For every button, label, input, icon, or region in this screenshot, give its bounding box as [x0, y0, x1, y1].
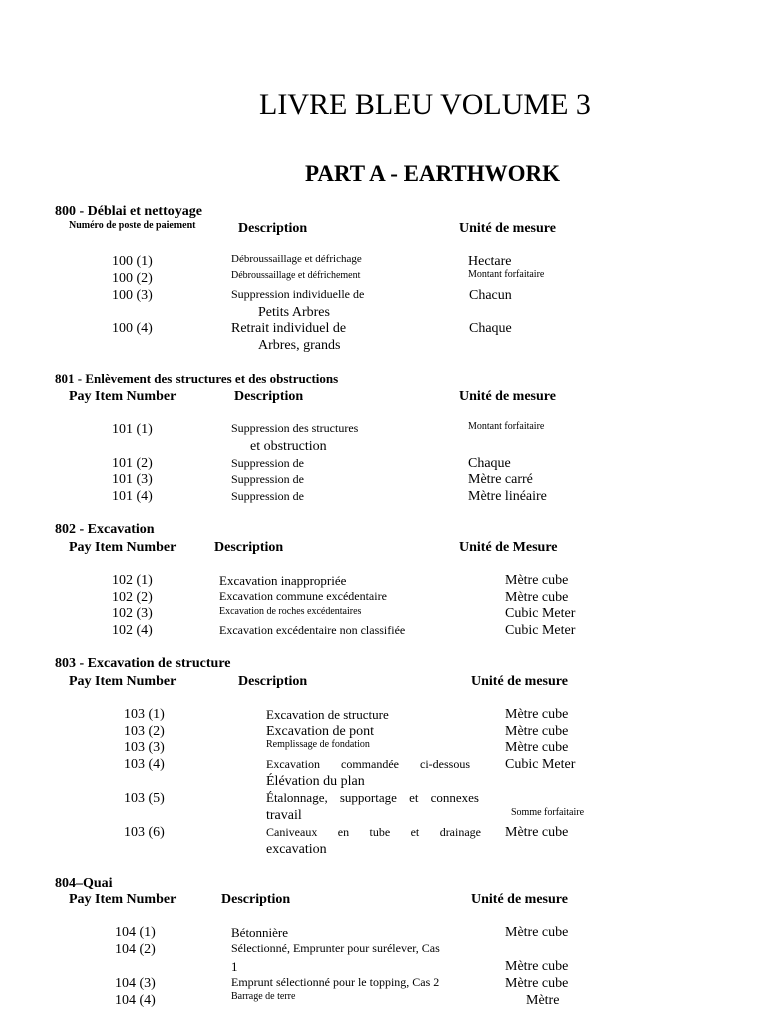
item-unit: Mètre — [526, 993, 560, 1008]
item-number: 104 (2) — [115, 942, 156, 957]
item-number: 103 (1) — [124, 707, 165, 722]
item-number: 100 (2) — [112, 271, 153, 286]
item-description: Sélectionné, Emprunter pour surélever, Cas — [231, 941, 440, 955]
column-header-number: Pay Item Number — [69, 389, 177, 404]
item-description-continued: et obstruction — [250, 439, 327, 454]
item-description: Suppression individuelle de — [231, 287, 365, 301]
item-number: 103 (2) — [124, 724, 165, 739]
column-header-description: Description — [238, 674, 308, 689]
column-header-unit: Unité de mesure — [459, 221, 556, 236]
item-description: Bétonnière — [231, 925, 289, 940]
item-description: Excavation inappropriée — [219, 573, 347, 588]
item-number: 101 (4) — [112, 489, 153, 504]
item-unit: Cubic Meter — [505, 757, 576, 772]
item-number: 101 (1) — [112, 422, 153, 437]
item-description: Excavation de structure — [266, 707, 389, 722]
section-heading-801: 801 - Enlèvement des structures et des obstructions — [55, 371, 339, 386]
item-unit: Cubic Meter — [505, 606, 576, 621]
column-header-number: Numéro de poste de paiement — [69, 220, 196, 231]
item-description: Suppression de — [231, 456, 304, 470]
item-description: Excavation de pont — [266, 724, 375, 739]
item-number: 104 (1) — [115, 925, 156, 940]
item-description-continued: travail — [266, 808, 302, 823]
item-number: 100 (1) — [112, 254, 153, 269]
item-number: 103 (5) — [124, 791, 165, 806]
column-header-description: Description — [214, 540, 284, 555]
column-header-description: Description — [221, 892, 291, 907]
item-unit: Chacun — [469, 288, 512, 303]
item-description: Excavation excédentaire non classifiée — [219, 623, 406, 637]
item-description-continued: Petits Arbres — [258, 305, 330, 320]
item-unit: Chaque — [468, 456, 511, 471]
item-description: Excavation de roches excédentaires — [219, 606, 362, 617]
column-header-description: Description — [234, 389, 304, 404]
section-heading-800: 800 - Déblai et nettoyage — [55, 204, 202, 219]
item-number: 101 (3) — [112, 472, 153, 487]
item-unit: Montant forfaitaire — [468, 269, 545, 280]
item-description: Débroussaillage et défrichage — [231, 253, 362, 265]
item-description: Suppression de — [231, 489, 304, 503]
item-unit: Mètre cube — [505, 724, 569, 739]
item-description: Retrait individuel de — [231, 321, 347, 336]
item-number: 104 (4) — [115, 993, 156, 1008]
column-header-number: Pay Item Number — [69, 540, 177, 555]
item-number: 103 (6) — [124, 825, 165, 840]
item-description-continued: excavation — [266, 842, 327, 857]
item-description: Excavation commune excédentaire — [219, 589, 387, 603]
column-header-unit: Unité de mesure — [471, 892, 568, 907]
item-description-continued: Arbres, grands — [258, 338, 341, 353]
item-description: Étalonnage, supportage et connexes — [266, 790, 479, 805]
item-unit: Mètre cube — [505, 925, 569, 940]
item-unit: Mètre cube — [505, 707, 569, 722]
item-number: 102 (2) — [112, 590, 153, 605]
item-description: Remplissage de fondation — [266, 739, 370, 750]
item-number: 103 (4) — [124, 757, 165, 772]
item-unit: Cubic Meter — [505, 623, 576, 638]
column-header-unit: Unité de mesure — [459, 389, 556, 404]
column-header-unit: Unité de Mesure — [459, 540, 558, 555]
item-unit: Mètre cube — [505, 740, 569, 755]
section-heading-802: 802 - Excavation — [55, 522, 155, 537]
item-description-continued: Élévation du plan — [266, 774, 365, 789]
item-number: 104 (3) — [115, 976, 156, 991]
item-description-continued: 1 — [231, 959, 238, 974]
item-unit: Mètre cube — [505, 976, 569, 991]
item-description: Emprunt sélectionné pour le topping, Cas 2 — [231, 975, 440, 989]
section-heading-803: 803 - Excavation de structure — [55, 656, 231, 671]
item-unit: Mètre linéaire — [468, 489, 547, 504]
item-unit: Mètre cube — [505, 573, 569, 588]
column-header-description: Description — [238, 221, 308, 236]
item-number: 101 (2) — [112, 456, 153, 471]
item-unit: Montant forfaitaire — [468, 421, 545, 432]
item-number: 100 (3) — [112, 288, 153, 303]
item-unit: Chaque — [469, 321, 512, 336]
column-header-number: Pay Item Number — [69, 674, 177, 689]
item-unit: Hectare — [468, 254, 512, 269]
item-description: Barrage de terre — [231, 991, 296, 1002]
item-number: 102 (1) — [112, 573, 153, 588]
item-unit: Mètre cube — [505, 959, 569, 974]
item-unit: Mètre cube — [505, 590, 569, 605]
item-description: Débroussaillage et défrichement — [231, 270, 361, 281]
item-number: 103 (3) — [124, 740, 165, 755]
item-description: Suppression des structures — [231, 421, 359, 435]
item-description: Caniveaux en tube et drainage — [266, 825, 481, 839]
item-number: 102 (3) — [112, 606, 153, 621]
item-unit: Somme forfaitaire — [511, 807, 585, 818]
section-heading-804: 804–Quai — [55, 876, 113, 891]
item-unit: Mètre carré — [468, 472, 533, 487]
page-subtitle: PART A - EARTHWORK — [305, 161, 561, 186]
item-number: 102 (4) — [112, 623, 153, 638]
page-title: LIVRE BLEU VOLUME 3 — [259, 88, 591, 121]
item-description: Excavation commandée ci-dessous — [266, 757, 470, 771]
item-number: 100 (4) — [112, 321, 153, 336]
item-unit: Mètre cube — [505, 825, 569, 840]
column-header-number: Pay Item Number — [69, 892, 177, 907]
column-header-unit: Unité de mesure — [471, 674, 568, 689]
item-description: Suppression de — [231, 472, 304, 486]
